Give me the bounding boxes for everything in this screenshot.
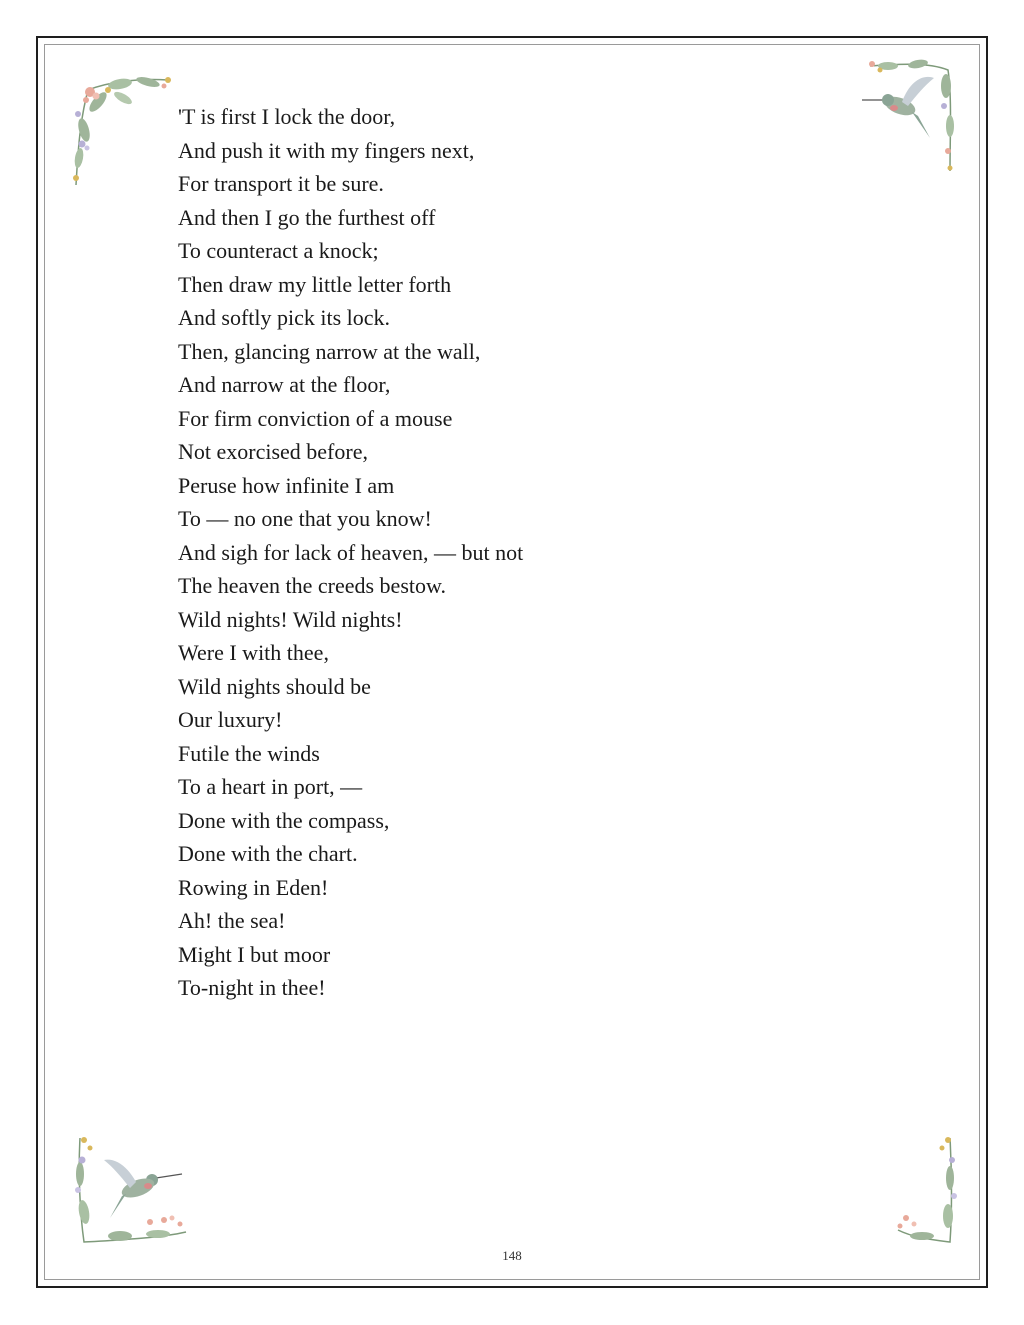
poem-line: And sigh for lack of heaven, — but not	[178, 539, 524, 565]
poem-line: Done with the compass,	[178, 807, 390, 833]
poem-line: To a heart in port, —	[178, 774, 363, 799]
hummingbird-floral-icon	[70, 1134, 190, 1246]
poem-line: Were I with thee,	[178, 640, 329, 665]
poem-line: For firm conviction of a mouse	[178, 405, 453, 431]
poem-line: For transport it be sure.	[178, 171, 384, 196]
poem-line: Then draw my little letter forth	[178, 271, 452, 297]
poem-line: Rowing in Eden!	[178, 874, 329, 900]
hummingbird-floral-icon	[858, 56, 956, 176]
poem-line: Wild nights! Wild nights!	[178, 606, 403, 632]
floral-corner-icon	[68, 70, 178, 190]
poem-line: Wild nights should be	[178, 673, 371, 699]
poem-line: And softly pick its lock.	[178, 305, 391, 330]
floral-corner-icon	[894, 1134, 960, 1246]
poem-line: And narrow at the floor,	[178, 372, 391, 397]
poem-line: And push it with my fingers next,	[178, 137, 475, 163]
poem-line: Done with the chart.	[178, 841, 358, 866]
poem-line: To — no one that you know!	[178, 506, 432, 531]
poem-line: Might I but moor	[178, 941, 331, 967]
poem-line: Then, glancing narrow at the wall,	[178, 338, 481, 364]
page-number: 148	[502, 1248, 522, 1263]
poem-line: To counteract a knock;	[178, 238, 379, 263]
poem-line: To-night in thee!	[178, 975, 326, 1000]
poem-line: Not exorcised before,	[178, 439, 368, 464]
poem-text	[178, 100, 523, 1005]
poem-line: And then I go the furthest off	[178, 204, 436, 230]
poem-line: Our luxury!	[178, 707, 283, 732]
poem-line: 'T is first I lock the door,	[178, 104, 396, 129]
poem-line: Peruse how infinite I am	[178, 472, 395, 498]
poem-line: The heaven the creeds bestow.	[178, 573, 446, 598]
poem-line: Futile the winds	[178, 740, 320, 766]
poem-line: Ah! the sea!	[178, 908, 286, 933]
